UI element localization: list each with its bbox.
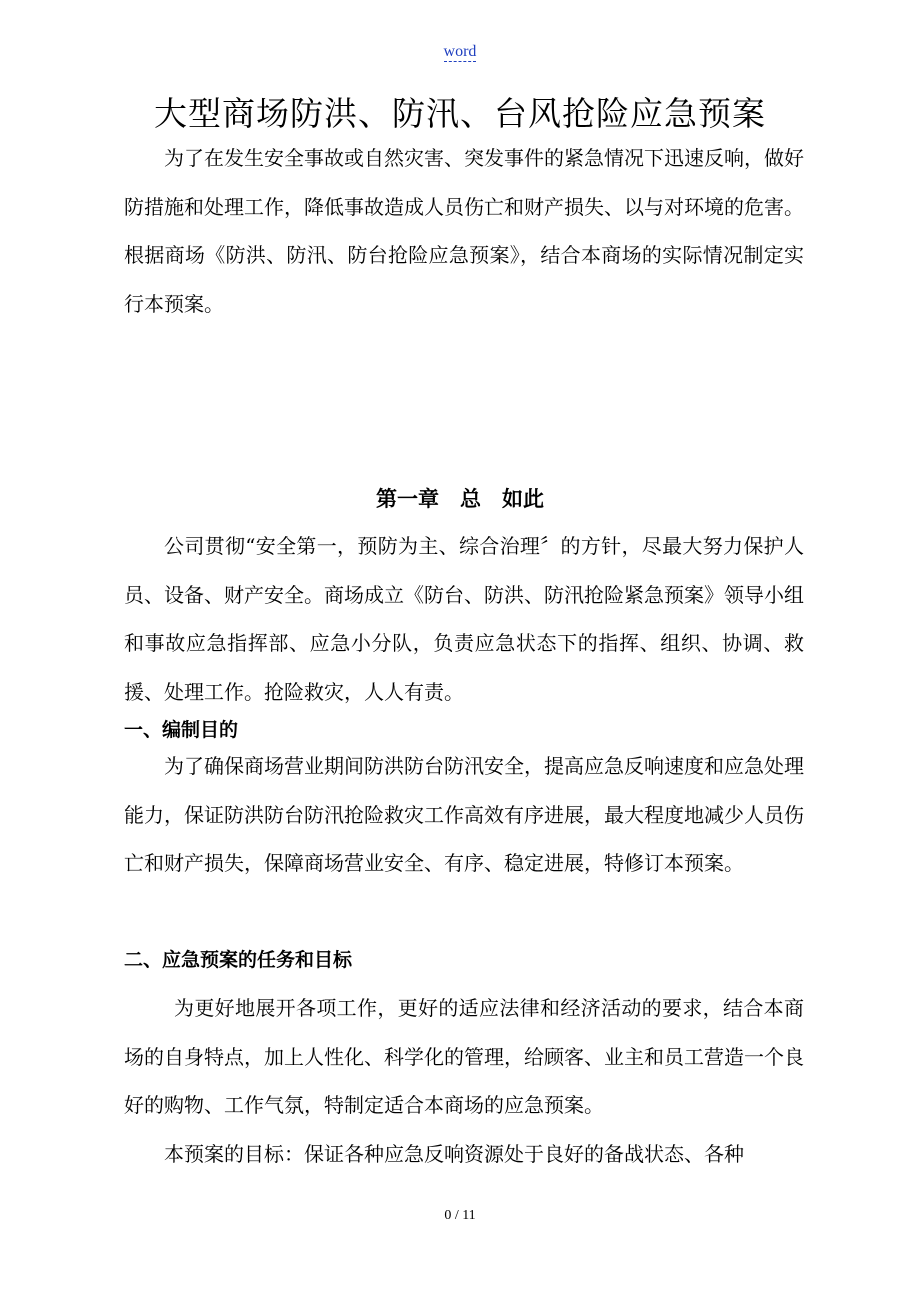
header-word-link[interactable] <box>0 42 920 62</box>
section-2-heading: 二、应急预案的任务和目标 <box>124 949 353 971</box>
chapter-intro-paragraph: 公司贯彻“安全第一，预防为主、综合治理〞的方针，尽最大努力保护人员、设备、财产安全。商场成立《防台、防洪、防汛抢险紧急预案》领导小组和事故应急指挥部、应急小分队，负责应急状态下的指挥、组织、协调、救援、处理工作。抢险救灾，人人有责。 <box>124 534 804 704</box>
intro-paragraph: 为了在发生安全事故或自然灾害、突发事件的紧急情况下迅速反响，做好防措施和处理工作，降低事故造成人员伤亡和财产损失、以与对环境的危害。根据商场《防洪、防汛、防台抢险应急预案》，结合本商场的实际情况制定实行本预案。 <box>124 146 804 316</box>
document-title: 大型商场防洪、防汛、台风抢险应急预案 <box>154 94 766 133</box>
header-link-text[interactable]: word <box>443 43 477 60</box>
section-2-body-continued: 本预案的目标：保证各种应急反响资源处于良好的备战状态、各种 <box>164 1142 744 1166</box>
section-1-heading: 一、编制目的 <box>124 719 239 741</box>
chapter-title: 第一章 总 如此 <box>376 487 544 511</box>
section-2-body: 为更好地展开各项工作，更好的适应法律和经济活动的要求，结合本商场的自身特点，加上人性化、科学化的管理，给顾客、业主和员工营造一个良好的购物、工作气氛，特制定适合本商场的应急预案。 <box>124 996 804 1117</box>
section-1-body: 为了确保商场营业期间防洪防台防汛安全，提高应急反响速度和应急处理能力，保证防洪防台防汛抢险救灾工作高效有序进展，最大程度地减少人员伤亡和财产损失，保障商场营业安全、有序、稳定进展，特修订本预案。 <box>124 754 804 875</box>
page-number: 0 / 11 <box>444 1208 476 1223</box>
